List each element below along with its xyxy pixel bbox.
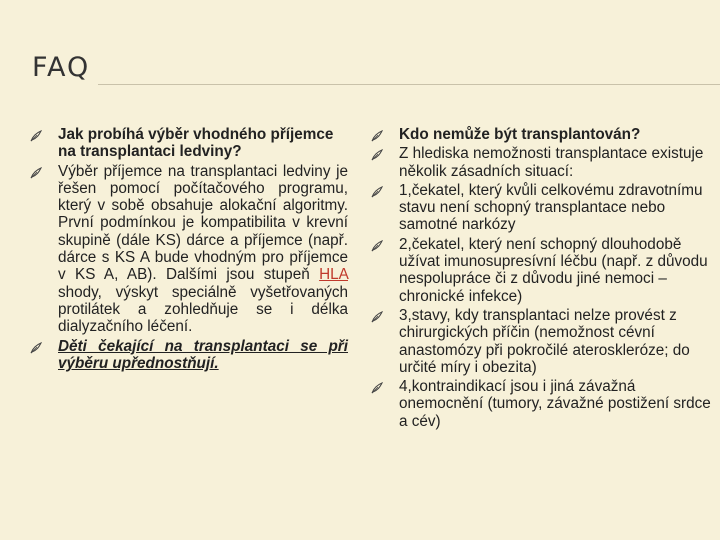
title-divider	[98, 84, 720, 85]
list-item-text: 3,stavy, kdy transplantaci nelze provést z chirurgických příčin (nemožnost cévní anastomózy při pokročilé ateroskleróze; do určité míry i obezita)	[399, 306, 690, 376]
feather-bullet-icon	[371, 186, 383, 198]
answer-text-start: Výběr příjemce na transplantaci ledviny je řešen pomocí počítačového programu, který v sobě obsahuje alokační algoritmy. První podmínkou je kompatibilita v krevní skupině (dále KS) dárce a příjemce (např. dárce s KS A bude vhodným pro příjemce v KS A, AB). Dalšími jsou stupeň	[58, 162, 348, 284]
list-item	[371, 126, 711, 143]
list-item	[371, 236, 711, 305]
feather-bullet-icon	[371, 240, 383, 252]
feather-bullet-icon	[30, 130, 42, 142]
list-item-text: 4,kontraindikací jsou i jiná závažná onemocnění (tumory, závažné postižení srdce a cév)	[399, 378, 711, 430]
question-text: Kdo nemůže být transplantován?	[399, 126, 641, 143]
list-item-text: 1,čekatel, který kvůli celkovému zdravotnímu stavu není schopný transplantace nebo samotné narkózy	[399, 181, 703, 234]
feather-bullet-icon	[30, 342, 42, 354]
feather-bullet-icon	[371, 130, 383, 142]
page-title: FAQ	[32, 52, 91, 83]
question-text: Jak probíhá výběr vhodného příjemce na transplantaci ledviny?	[58, 126, 334, 161]
list-item-text: Z hlediska nemožnosti transplantace existuje několik zásadních situací:	[399, 145, 704, 180]
hla-link[interactable]: HLA	[319, 266, 348, 284]
answer-text-end: shody, výskyt speciálně vyšetřovaných protilátek a zohledňuje se i délka dialyzačního léčení.	[58, 283, 348, 336]
feather-bullet-icon	[371, 311, 383, 323]
list-item	[30, 163, 348, 336]
list-item-text: 2,čekatel, který není schopný dlouhodobě užívat imunosupresívní léčbu (např. z důvodu nespolupráce či z důvodu jiné nemoci – chronické infekce)	[399, 235, 708, 305]
list-item	[371, 182, 711, 234]
list-item	[371, 145, 711, 180]
feather-bullet-icon	[371, 382, 383, 394]
children-priority-text: Děti čekající na transplantaci se při výběru upřednostňují.	[58, 337, 348, 372]
feather-bullet-icon	[30, 167, 42, 179]
list-item	[30, 338, 348, 373]
list-item	[30, 126, 348, 161]
list-item	[371, 378, 711, 430]
feather-bullet-icon	[371, 149, 383, 161]
right-column	[371, 126, 711, 432]
list-item	[371, 307, 711, 376]
left-column	[30, 126, 348, 374]
